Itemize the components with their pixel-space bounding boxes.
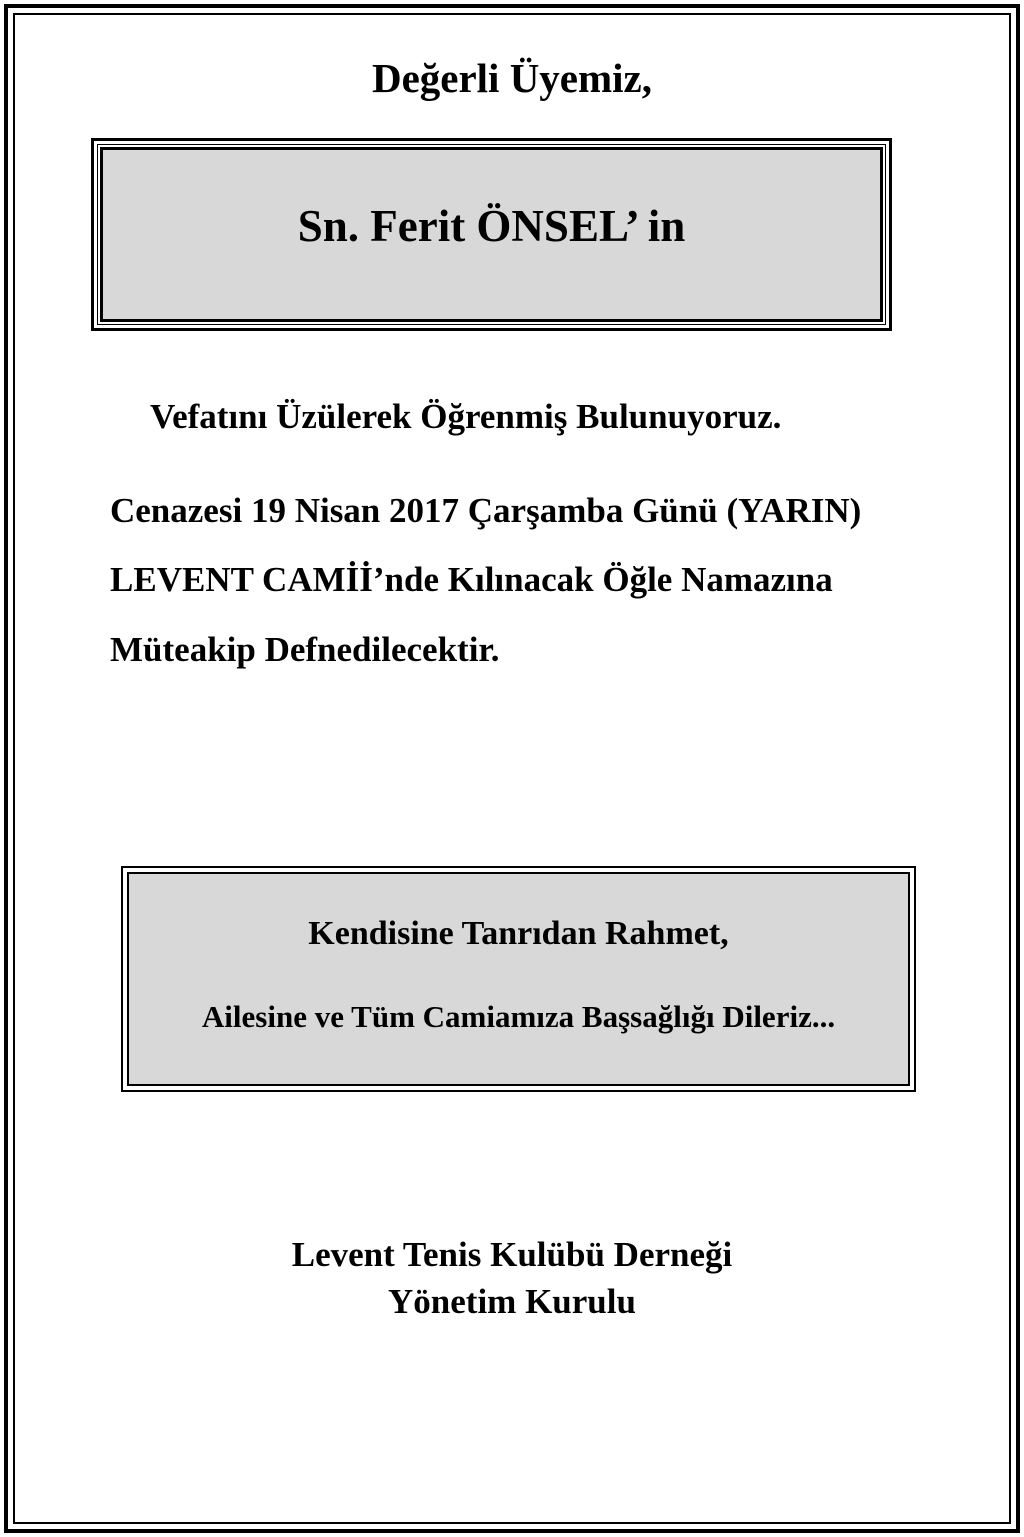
funeral-info-line: Müteakip Defnedilecektir. [110,630,500,669]
condolence-box-fill [127,872,910,1086]
condolence-box [121,866,916,1092]
deceased-name: Sn. Ferit ÖNSEL’ in [297,201,686,251]
funeral-info-line: Cenazesi 19 Nisan 2017 Çarşamba Günü (YARIN) [110,491,862,530]
funeral-info-line: LEVENT CAMİİ’nde Kılınacak Öğle Namazına [110,560,833,599]
condolence-line: Kendisine Tanrıdan Rahmet, [308,915,729,952]
signature-organization: Levent Tenis Kulübü Derneği [291,1235,733,1274]
signature-board: Yönetim Kurulu [388,1282,636,1321]
sad-news-text: Vefatını Üzülerek Öğrenmiş Bulunuyoruz. [150,397,782,436]
greeting-heading: Değerli Üyemiz, [371,55,653,101]
condolence-line: Ailesine ve Tüm Camiamıza Başsağlığı Dileriz... [201,999,836,1034]
